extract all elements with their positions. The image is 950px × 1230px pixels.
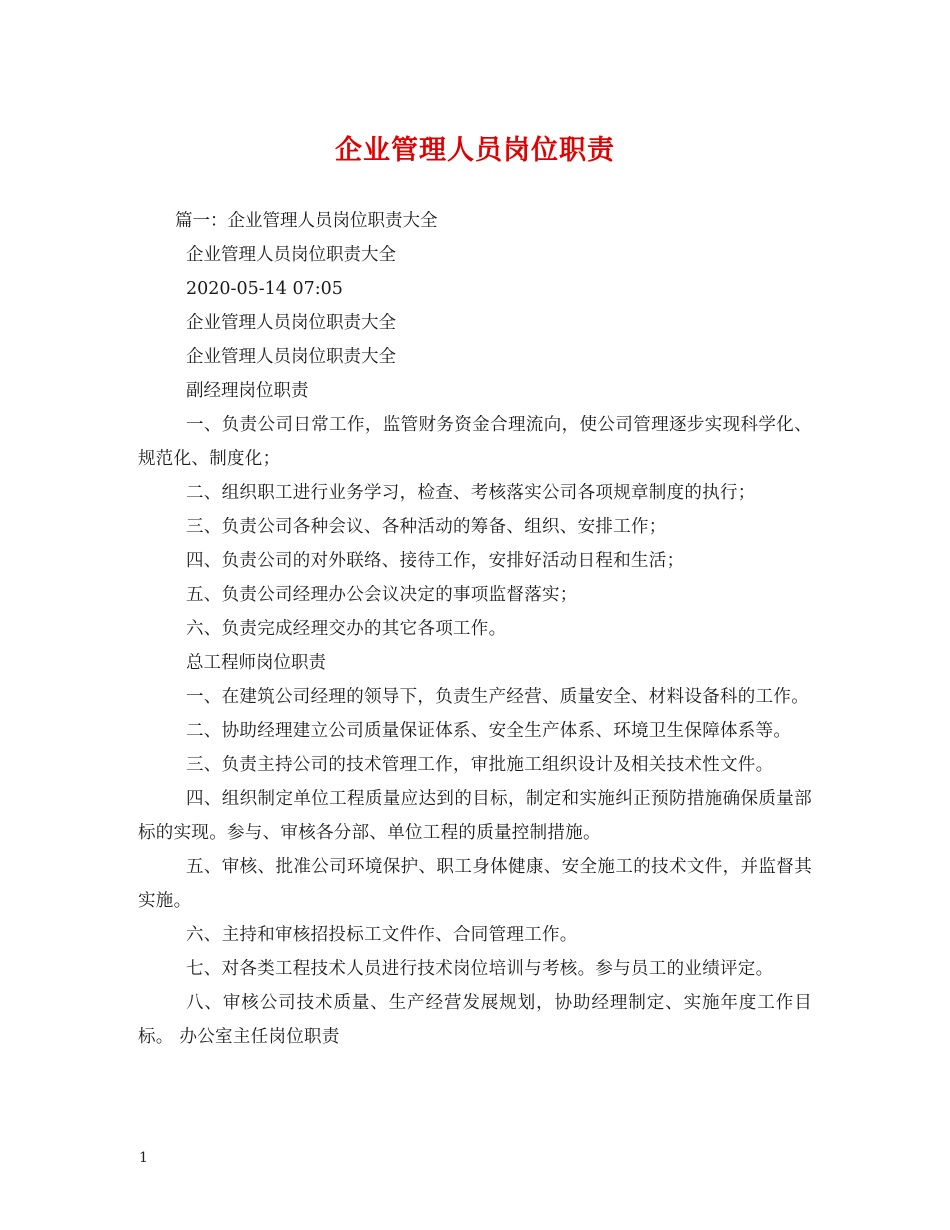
chief-engineer-item: 八、审核公司技术质量、生产经营发展规划，协助经理制定、实施年度工作目标。 办公室主任岗位职责 <box>138 993 812 1047</box>
document-body <box>138 204 812 1054</box>
chief-engineer-item: 六、主持和审核招投标工文件作、合同管理工作。 <box>186 925 578 945</box>
deputy-manager-heading: 副经理岗位职责 <box>186 381 309 401</box>
deputy-manager-item: 二、组织职工进行业务学习，检查、考核落实公司各项规章制度的执行； <box>186 483 756 503</box>
deputy-manager-item: 三、负责公司各种会议、各种活动的筹备、组织、安排工作； <box>186 517 667 537</box>
chief-engineer-item: 三、负责主持公司的技术管理工作，审批施工组织设计及相关技术性文件。 <box>186 755 774 775</box>
article-subtitle: 企业管理人员岗位职责大全 <box>186 347 396 367</box>
chief-engineer-item: 二、协助经理建立公司质量保证体系、安全生产体系、环境卫生保障体系等。 <box>186 721 792 741</box>
deputy-manager-item: 一、负责公司日常工作，监管财务资金合理流向，使公司管理逐步实现科学化、规范化、制度化； <box>138 415 812 469</box>
section-heading: 篇一：企业管理人员岗位职责大全 <box>175 211 438 231</box>
deputy-manager-item: 五、负责公司经理办公会议决定的事项监督落实； <box>186 585 578 605</box>
chief-engineer-item: 四、组织制定单位工程质量应达到的目标，制定和实施纠正预防措施确保质量部标的实现。参与、审核各分部、单位工程的质量控制措施。 <box>138 789 812 843</box>
page-number: 1 <box>139 1150 148 1166</box>
article-subtitle: 企业管理人员岗位职责大全 <box>186 313 396 333</box>
deputy-manager-item: 六、负责完成经理交办的其它各项工作。 <box>186 619 507 639</box>
document-title: 企业管理人员岗位职责 <box>335 135 615 166</box>
deputy-manager-item: 四、负责公司的对外联络、接待工作，安排好活动日程和生活； <box>186 551 685 571</box>
article-timestamp: 2020-05-14 07:05 <box>186 279 343 299</box>
chief-engineer-item: 一、在建筑公司经理的领导下，负责生产经营、质量安全、材料设备科的工作。 <box>186 687 809 707</box>
chief-engineer-item: 五、审核、批准公司环境保护、职工身体健康、安全施工的技术文件，并监督其实施。 <box>138 857 812 911</box>
article-title: 企业管理人员岗位职责大全 <box>186 245 396 265</box>
chief-engineer-heading: 总工程师岗位职责 <box>186 653 326 673</box>
chief-engineer-item: 七、对各类工程技术人员进行技术岗位培训与考核。参与员工的业绩评定。 <box>186 959 774 979</box>
